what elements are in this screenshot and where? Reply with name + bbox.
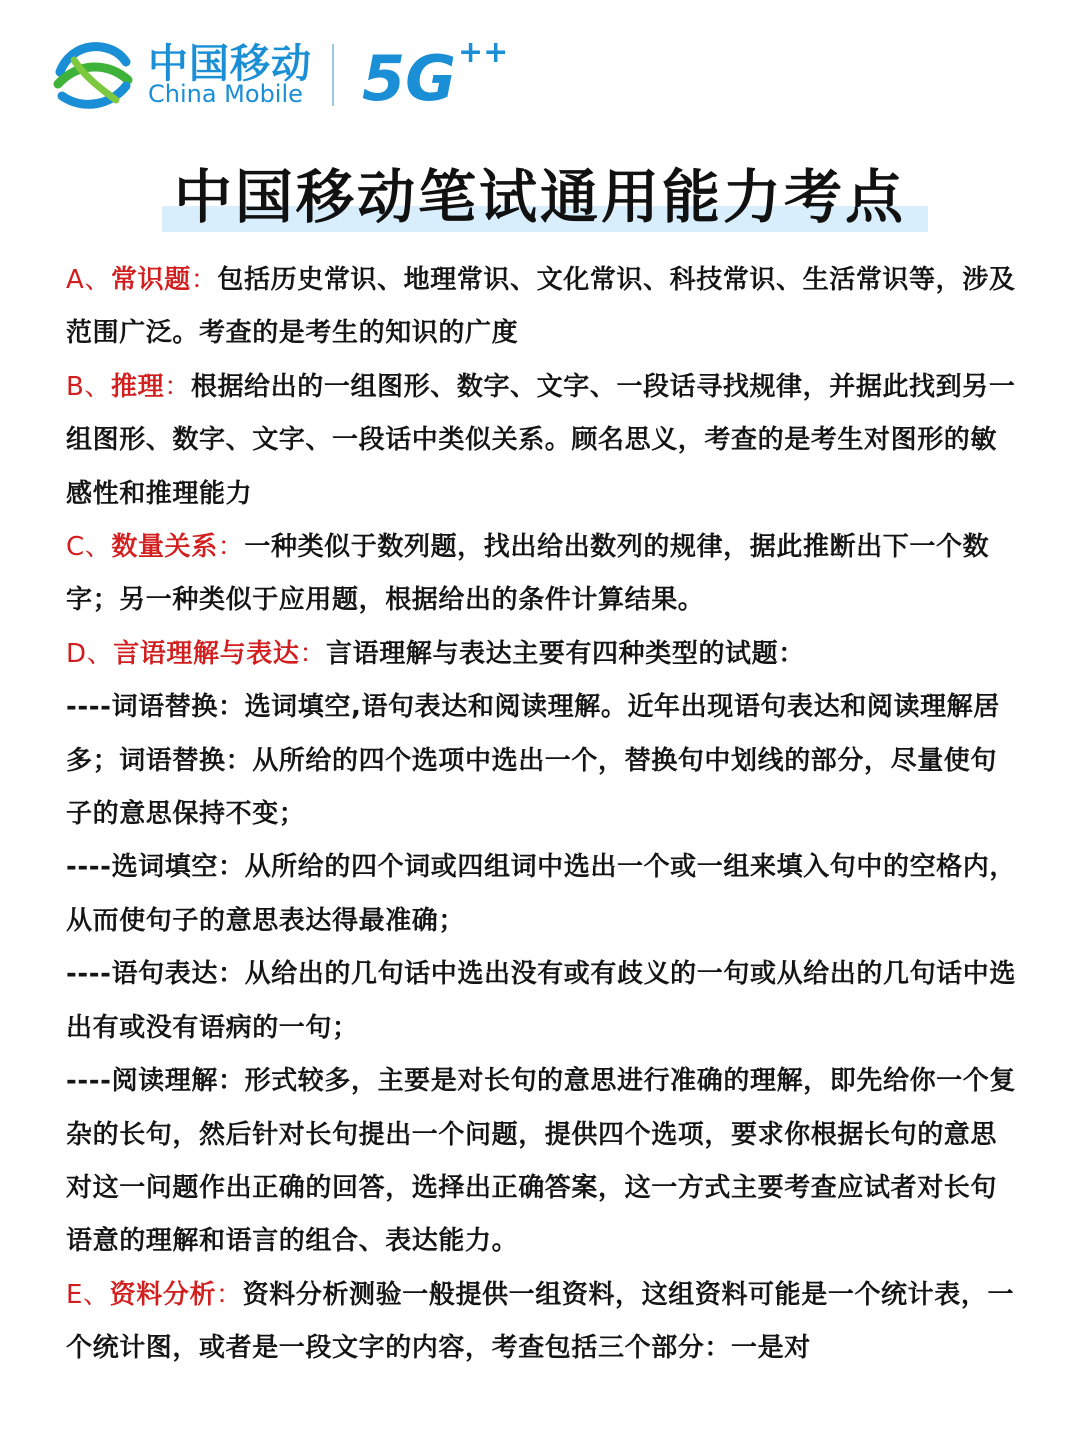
section-e: E、资料分析：资料分析测验一般提供一组资料，这组资料可能是一个统计表，一个统计图，或者是一段文字的内容，考查包括三个部分：一是对 bbox=[66, 1279, 1015, 1364]
5g-badge-plus: ++ bbox=[458, 35, 509, 70]
subitem-word-replace: ----词语替换：选词填空,语句表达和阅读理解。近年出现语句表达和阅读理解居多；词语替换：从所给的四个选项中选出一个，替换句中划线的部分，尽量使句子的意思保持不变； bbox=[66, 692, 1000, 830]
subitem-fill-blank: ----选词填空：从所给的四个词或四组词中选出一个或一组来填入句中的空格内，从而使句子的意思表达得最准确； bbox=[66, 852, 1016, 936]
subitem-sentence-expression: ----语句表达：从给出的几句话中选出没有或有歧义的一句或从给出的几句话中选出有或没有语病的一句； bbox=[66, 959, 1016, 1043]
page-title: 中国移动笔试通用能力考点 bbox=[166, 150, 914, 234]
section-c: C、数量关系：一种类似于数列题，找出给出数列的规律，据此推断出下一个数字；另一种类似于应用题，根据给出的条件计算结果。 bbox=[66, 532, 990, 616]
5g-badge-icon bbox=[362, 34, 509, 115]
section-a: A、常识题：包括历史常识、地理常识、文化常识、科技常识、生活常识等，涉及范围广泛。考查的是考生的知识的广度 bbox=[66, 265, 1016, 349]
brand-header bbox=[52, 30, 532, 116]
section-d: D、言语理解与表达：言语理解与表达主要有四种类型的试题： bbox=[66, 638, 805, 669]
brand-name-cn: 中国移动 bbox=[148, 41, 312, 87]
header-divider bbox=[332, 44, 334, 106]
section-b: B、推理：根据给出的一组图形、数字、文字、一段话寻找规律，并据此找到另一组图形、数字、文字、一段话中类似关系。顾名思义，考查的是考生对图形的敏感性和推理能力 bbox=[66, 371, 1016, 509]
content-body bbox=[66, 254, 1016, 1376]
5g-badge-text: 5G bbox=[362, 42, 457, 115]
china-mobile-logo-icon bbox=[52, 32, 134, 114]
brand-name-en: China Mobile bbox=[148, 80, 303, 108]
subitem-reading-comprehension: ----阅读理解：形式较多，主要是对长句的意思进行准确的理解，即先给你一个复杂的长句，然后针对长句提出一个问题，提供四个选项，要求你根据长句的意思对这一问题作出正确的回答，选择出正确答案，这一方式主要考查应试者对长句语意的理解和语言的组合、表达能力。 bbox=[66, 1066, 1016, 1257]
